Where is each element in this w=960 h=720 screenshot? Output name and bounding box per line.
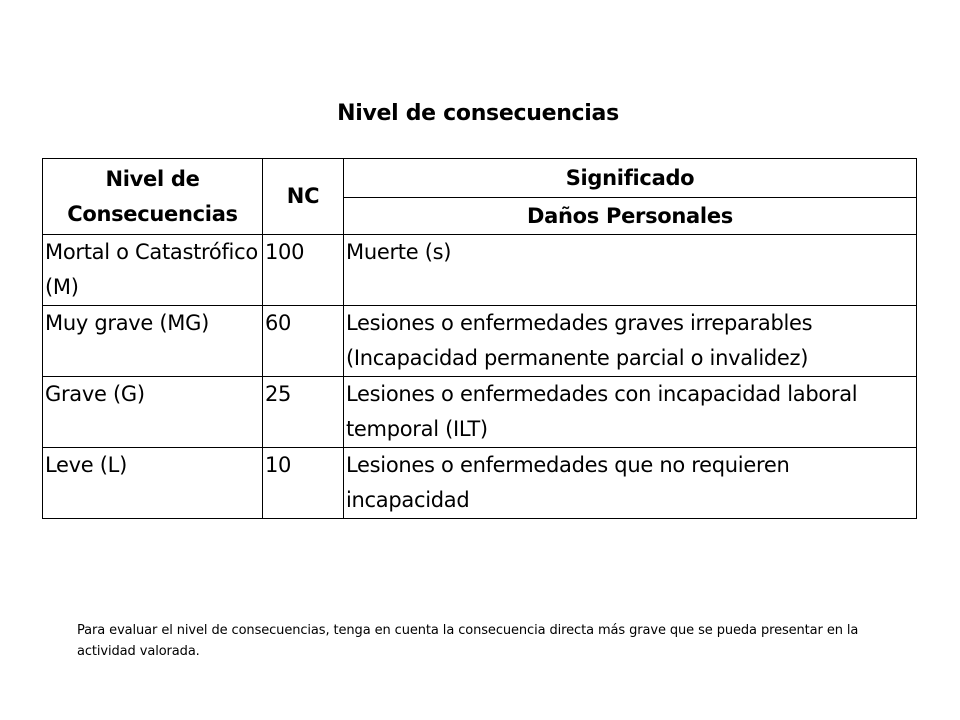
header-nc: NC — [263, 159, 344, 235]
nc-cell: 100 — [263, 235, 344, 306]
meaning-cell: Muerte (s) — [344, 235, 917, 306]
meaning-cell: Lesiones o enfermedades que no requieren incapacidad — [344, 448, 917, 519]
table-row — [43, 377, 917, 448]
nc-cell: 60 — [263, 306, 344, 377]
table-row — [43, 235, 917, 306]
level-cell: Grave (G) — [43, 377, 263, 448]
nc-cell: 10 — [263, 448, 344, 519]
level-cell: Leve (L) — [43, 448, 263, 519]
nc-cell: 25 — [263, 377, 344, 448]
meaning-cell: Lesiones o enfermedades graves irreparables (Incapacidad permanente parcial o invalidez) — [344, 306, 917, 377]
level-cell: Muy grave (MG) — [43, 306, 263, 377]
footnote: Para evaluar el nivel de consecuencias, tenga en cuenta la consecuencia directa más grave que se pueda presentar en la actividad valorada. — [77, 623, 859, 659]
header-meaning-sub: Daños Personales — [344, 198, 917, 235]
consequence-level-table — [42, 158, 917, 519]
header-level: Nivel de Consecuencias — [43, 159, 263, 235]
page-title: Nivel de consecuencias — [337, 101, 619, 126]
meaning-cell: Lesiones o enfermedades con incapacidad laboral temporal (ILT) — [344, 377, 917, 448]
header-meaning: Significado — [344, 159, 917, 198]
table-header-row — [43, 159, 917, 198]
table-row — [43, 448, 917, 519]
table-row — [43, 306, 917, 377]
level-cell: Mortal o Catastrófico (M) — [43, 235, 263, 306]
